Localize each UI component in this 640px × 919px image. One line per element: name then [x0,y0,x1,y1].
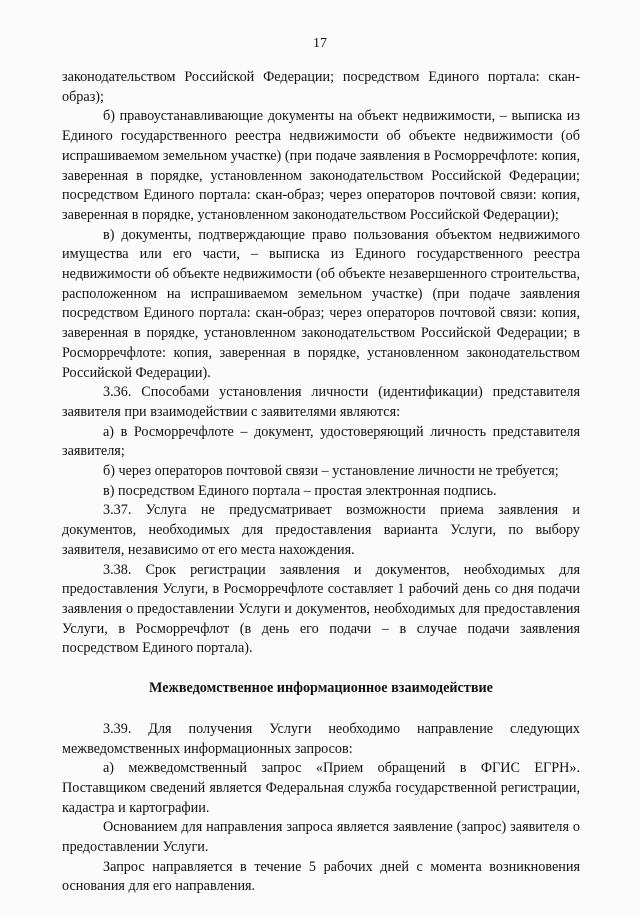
paragraph-continuation: законодательством Российской Федерации; посредством Единого портала: скан-образ); [62,69,580,105]
paragraph-3-38: 3.38. Срок регистрации заявления и документов, необходимых для предоставления Услуги, в Росморречфлоте составляет 1 рабочий день со дня подачи заявления о предоставлении Услуги и документов, необходимых для предоставления Услуги, в Росморречфлот (в день его подачи – в случае подачи заявления посредством Единого портала). [62,561,580,657]
paragraph-3-36-b: б) через операторов почтовой связи – установление личности не требуется; [103,463,559,480]
paragraph-3-39: 3.39. Для получения Услуги необходимо направление следующих межведомственных информационных запросов: [62,720,580,757]
paragraph-3-36: 3.36. Способами установления личности (идентификации) представителя заявителя при взаимодействии с заявителями являются: [62,384,580,420]
paragraph-3-36-a: а) в Росморречфлоте – документ, удостоверяющий личность представителя заявителя; [62,423,580,460]
section-heading: Межведомственное информационное взаимодействие [149,680,493,697]
paragraph-3-36-v: в) посредством Единого портала – простая электронная подпись. [103,482,497,499]
paragraph-item-v-usage-documents: в) документы, подтверждающие право пользования объектом недвижимого имущества или его части, – выписка из Единого государственного реестра недвижимости об объекте недвижимости (об объекте незавершенного строительства, расположенном на испрашиваемом земельном участке) (при подаче заявления посредством Единого портала: скан-образ; через операторов почтовой связи: копия, заверенная в порядке, установленном законодательством Российской Федерации; в Росморречфлоте: копия, заверенная в порядке, установленном законодательством Российской Федерации). [62,226,580,381]
paragraph-3-39-a: а) межведомственный запрос «Прием обращений в ФГИС ЕГРН». Поставщиком сведений является Федеральная служба государственной регистрации, кадастра и картографии. [62,760,580,816]
document-body [62,68,580,897]
paragraph-request-basis: Основанием для направления запроса является заявление (запрос) заявителя о предоставлении Услуги. [62,819,580,856]
paragraph-item-b-title-documents: б) правоустанавливающие документы на объект недвижимости, – выписка из Единого государственного реестра недвижимости об объекте недвижимости (об испрашиваемом земельном участке) (при подаче заявления в Росморречфлоте: копия, заверенная в порядке, установленном законодательством Российской Федерации; посредством Единого портала: скан-образ; через операторов почтовой связи: копия, заверенная в порядке, установленном законодательством Российской Федерации); [62,108,580,223]
page-number: 17 [313,36,327,51]
paragraph-request-timing: Запрос направляется в течение 5 рабочих дней с момента возникновения основания для его направления. [62,858,580,895]
paragraph-3-37: 3.37. Услуга не предусматривает возможности приема заявления и документов, необходимых для предоставления варианта Услуги, по выбору заявителя, независимо от его места нахождения. [62,502,580,558]
